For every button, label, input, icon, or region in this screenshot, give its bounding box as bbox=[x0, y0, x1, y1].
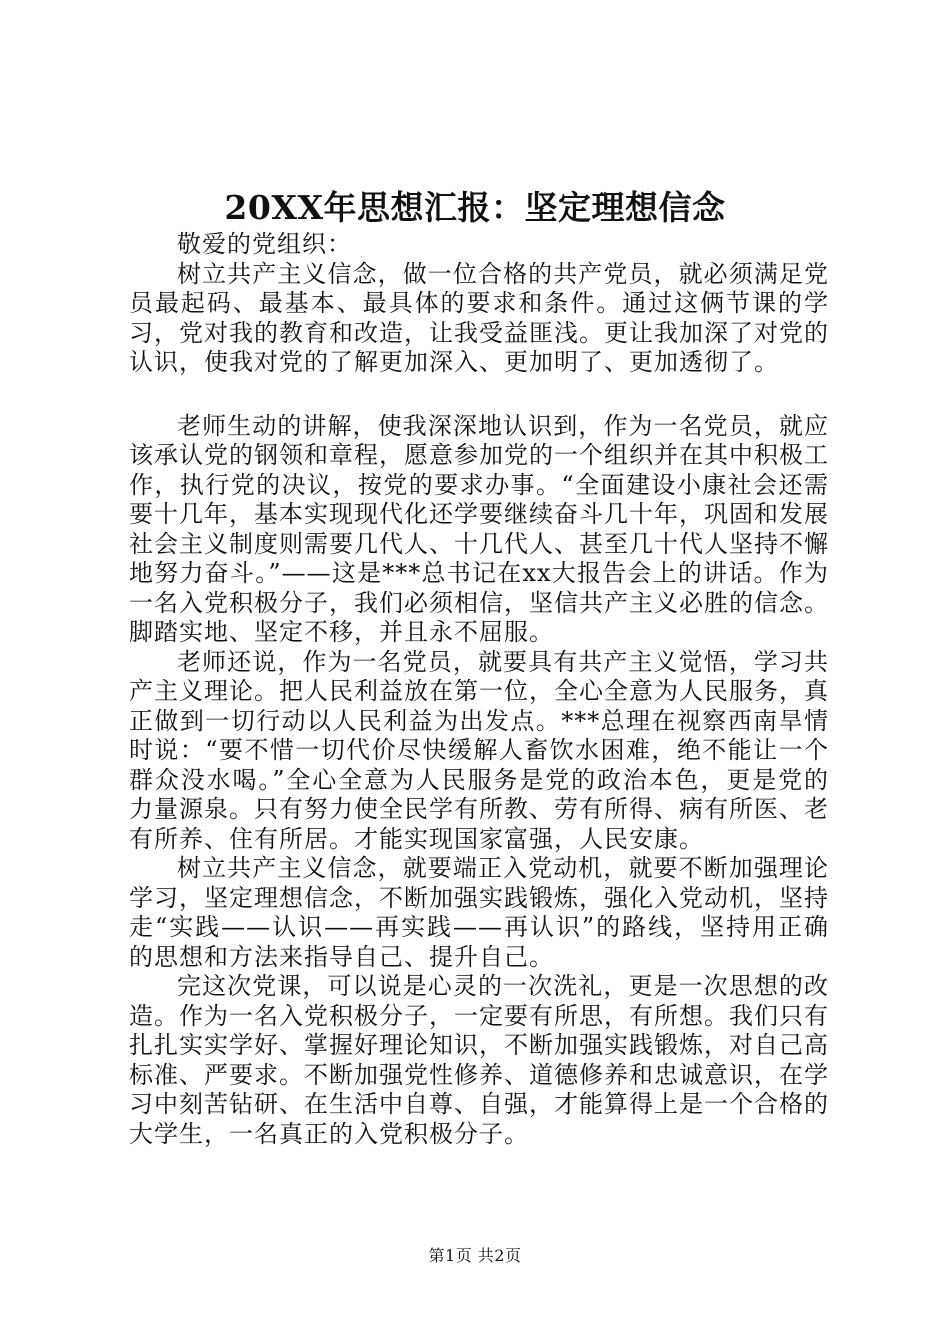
paragraph-5: 完这次党课，可以说是心灵的一次洗礼，更是一次思想的改造。作为一名入党积极分子，一定要有所思，有所想。我们只有扎扎实实学好、掌握好理论知识，不断加强实践锻炼，对自己高标准、严要求。不断加强党性修养、道德修养和忠诚意识，在学习中刻苦钻研、在生活中自尊、自强，才能算得上是一个合格的大学生，一名真正的入党积极分子。 bbox=[129, 972, 829, 1148]
paragraph-1: 树立共产主义信念，做一位合格的共产党员，就必须满足党员最起码、最基本、最具体的要求和条件。通过这俩节课的学习，党对我的教育和改造，让我受益匪浅。更让我加深了对党的认识，使我对党的了解更加深入、更加明了、更加透彻了。 bbox=[129, 259, 829, 376]
salutation: 敬爱的党组织： bbox=[177, 230, 352, 258]
paragraph-2: 老师生动的讲解，使我深深地认识到，作为一名党员，就应该承认党的钢领和章程，愿意参加党的一个组织并在其中积极工作，执行党的决议，按党的要求办事。“全面建设小康社会还需要十几年，基本实现现代化还学要继续奋斗几十年，巩固和发展社会主义制度则需要几代人、十几代人、甚至几十代人坚持不懈地努力奋斗。”——这是***总书记在xx大报告会上的讲话。作为一名入党积极分子，我们必须相信，坚信共产主义必胜的信念。脚踏实地、坚定不移，并且永不屈服。 bbox=[129, 411, 829, 646]
page-footer: 第1页 共2页 bbox=[428, 1246, 522, 1265]
document-title: 20XX年思想汇报：坚定理想信念 bbox=[224, 188, 726, 227]
document-body bbox=[129, 230, 829, 1149]
paragraph-3: 老师还说，作为一名党员，就要具有共产主义觉悟，学习共产主义理论。把人民利益放在第一位，全心全意为人民服务，真正做到一切行动以人民利益为出发点。***总理在视察西南旱情时说：“要不惜一切代价尽快缓解人畜饮水困难，绝不能让一个群众没水喝。”全心全意为人民服务是党的政治本色，更是党的力量源泉。只有努力使全民学有所教、劳有所得、病有所医、老有所养、住有所居。才能实现国家富强，人民安康。 bbox=[129, 647, 829, 853]
paragraph-4: 树立共产主义信念，就要端正入党动机，就要不断加强理论学习，坚定理想信念，不断加强实践锻炼，强化入党动机，坚持走“实践——认识——再实践——再认识”的路线，坚持用正确的思想和方法来指导自己、提升自己。 bbox=[129, 854, 829, 971]
